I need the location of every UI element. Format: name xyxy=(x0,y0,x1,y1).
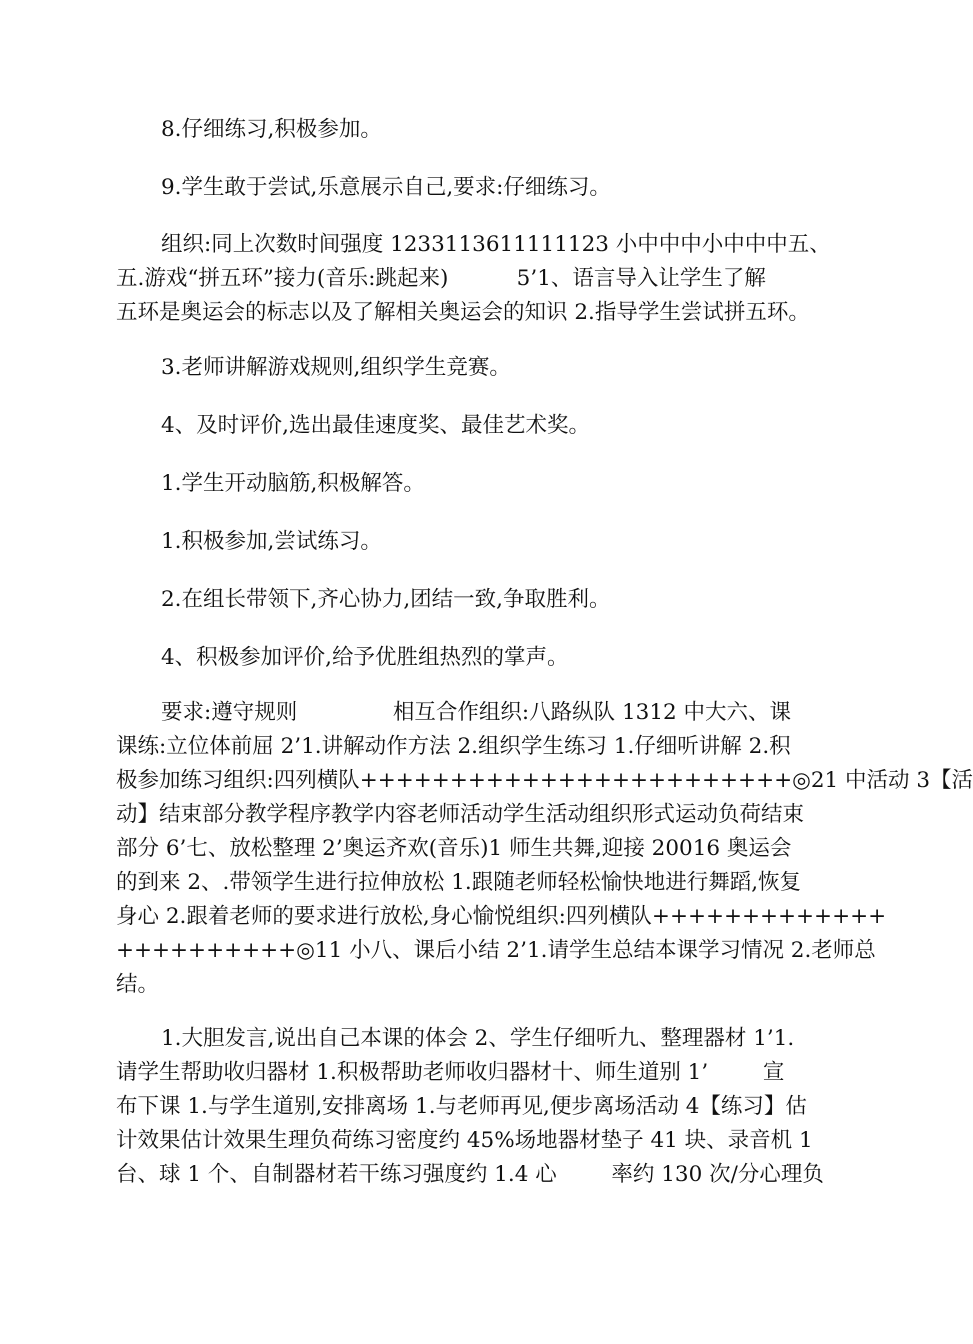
paragraph-summary xyxy=(116,1022,830,1192)
text-line: 计效果估计效果生理负荷练习密度约 45%场地器材垫子 41 块、录音机 1 xyxy=(116,1128,813,1153)
text-line: 结。 xyxy=(116,972,160,997)
paragraph-practice: 1.积极参加,尝试练习。 xyxy=(161,529,382,554)
text-line: 极参加练习组织:四列横队++++++++++++++++++++++++◎21 中活动 3【活 xyxy=(116,768,973,793)
text-line: 的到来 2、.带领学生进行拉伸放松 1.跟随老师轻松愉快地进行舞蹈,恢复 xyxy=(116,870,802,895)
text-line: 课练:立位体前屈 2’1.讲解动作方法 2.组织学生练习 1.仔细听讲解 2.积 xyxy=(116,734,791,759)
paragraph-organization xyxy=(116,228,830,330)
text-line: 台、球 1 个、自制器材若干练习强度约 1.4 心 率约 130 次/分心理负 xyxy=(116,1162,824,1187)
paragraph-9: 9.学生敢于尝试,乐意展示自己,要求:仔细练习。 xyxy=(161,175,611,200)
text-line: 要求:遵守规则 相互合作组织:八路纵队 1312 中大六、课 xyxy=(161,700,792,725)
text-line: 部分 6’七、放松整理 2’奥运齐欢(音乐)1 师生共舞,迎接 20016 奥运会 xyxy=(116,836,792,861)
paragraph-evaluation: 4、及时评价,选出最佳速度奖、最佳艺术奖。 xyxy=(161,413,591,438)
text-line: 五环是奥运会的标志以及了解相关奥运会的知识 2.指导学生尝试拼五环。 xyxy=(116,300,810,325)
text-line: 布下课 1.与学生道别,安排离场 1.与老师再见,便步离场活动 4【练习】估 xyxy=(116,1094,807,1119)
paragraph-requirements xyxy=(116,696,973,1002)
text-line: 身心 2.跟着老师的要求进行放松,身心愉悦组织:四列横队+++++++++++++ xyxy=(116,904,887,929)
text-line: 请学生帮助收归器材 1.积极帮助老师收归器材十、师生道别 1’ 宣 xyxy=(116,1060,785,1085)
text-line: 五.游戏“拼五环”接力(音乐:跳起来) 5’1、语言导入让学生了解 xyxy=(116,266,766,291)
document-page xyxy=(116,112,973,1213)
paragraph-teamwork: 2.在组长带领下,齐心协力,团结一致,争取胜利。 xyxy=(161,587,611,612)
text-line: 组织:同上次数时间强度 1233113611111123 小中中中小中中中五、 xyxy=(161,232,831,257)
paragraph-8: 8.仔细练习,积极参加。 xyxy=(161,117,382,142)
text-line: 1.大胆发言,说出自己本课的体会 2、学生仔细听九、整理器材 1’1. xyxy=(161,1026,795,1051)
text-line: 动】结束部分教学程序教学内容老师活动学生活动组织形式运动负荷结束 xyxy=(116,802,805,827)
text-line: ++++++++++◎11 小八、课后小结 2’1.请学生总结本课学习情况 2.老师总 xyxy=(116,938,876,963)
paragraph-students-think: 1.学生开动脑筋,积极解答。 xyxy=(161,471,425,496)
paragraph-rules: 3.老师讲解游戏规则,组织学生竞赛。 xyxy=(161,355,511,380)
paragraph-applause: 4、积极参加评价,给予优胜组热烈的掌声。 xyxy=(161,645,569,670)
